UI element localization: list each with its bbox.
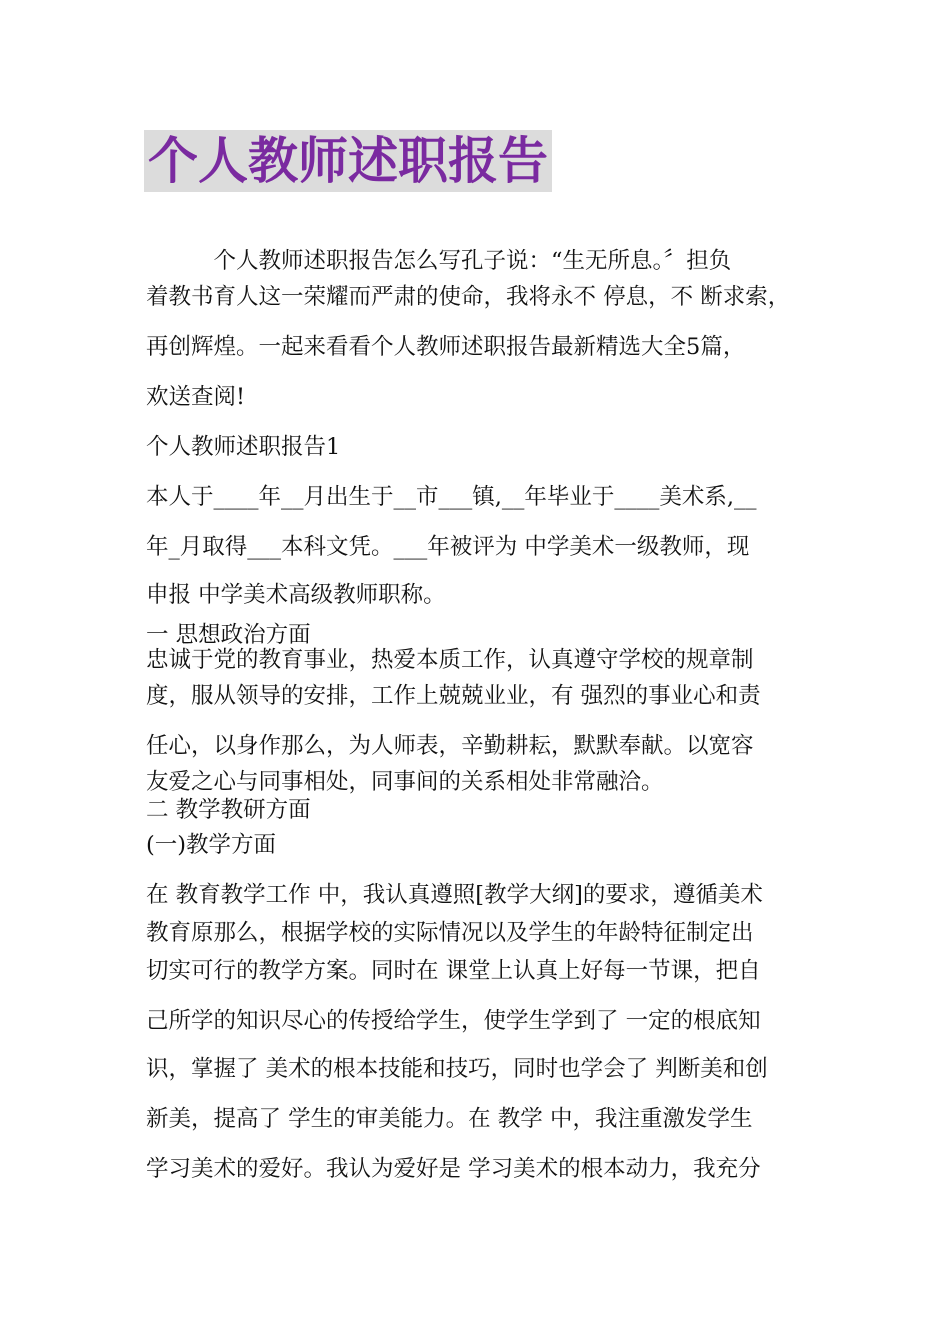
paragraph-line: 欢送查阅! [146,384,246,410]
paragraph-line: 个人教师述职报告怎么写孔子说：“生无所息。〞担负 [146,248,732,274]
paragraph-line: 申报 中学美术高级教师职称。 [146,582,446,608]
paragraph-line: 年_月取得___本科文凭。___年被评为 中学美术一级教师，现 [146,534,750,560]
paragraph-line: 本人于____年__月出生于__市___镇,__年毕业于____美术系,__ [146,484,757,510]
paragraph-line: 忠诚于党的教育事业，热爱本质工作，认真遵守学校的规章制 [146,647,754,673]
page-title: 个人教师述职报告 [144,130,552,192]
paragraph-line: 着教书育人这一荣耀而严肃的使命，我将永不 停息，不 断求索， [146,284,791,310]
paragraph-line: 友爱之心与同事相处，同事间的关系相处非常融洽。 [146,769,664,795]
paragraph-line: 再创辉煌。一起来看看个人教师述职报告最新精选大全5篇， [146,334,746,360]
paragraph-line: 新美，提高了 学生的审美能力。在 教学 中，我注重激发学生 [146,1106,753,1132]
paragraph-line: 己所学的知识尽心的传授给学生，使学生学到了 一定的根底知 [146,1008,761,1034]
paragraph-line: 任心，以身作那么，为人师表，辛勤耕耘，默默奉献。以宽容 [146,733,754,759]
subsection-heading: 二 教学教研方面 [146,797,311,823]
paragraph-line: 切实可行的教学方案。同时在 课堂上认真上好每一节课，把自 [146,958,761,984]
paragraph-line: 在 教育教学工作 中，我认真遵照[教学大纲]的要求，遵循美术 [146,882,763,908]
paragraph-line: 学习美术的爱好。我认为爱好是 学习美术的根本动力，我充分 [146,1156,761,1182]
section-heading: 个人教师述职报告1 [146,434,341,460]
subsection-heading: 一 思想政治方面 [146,622,311,648]
subsection-heading: (一)教学方面 [146,832,277,858]
paragraph-line: 教育原那么，根据学校的实际情况以及学生的年龄特征制定出 [146,920,754,946]
paragraph-line: 识，掌握了 美术的根本技能和技巧，同时也学会了 判断美和创 [146,1056,768,1082]
paragraph-line: 度，服从领导的安排，工作上兢兢业业，有 强烈的事业心和责 [146,683,761,709]
